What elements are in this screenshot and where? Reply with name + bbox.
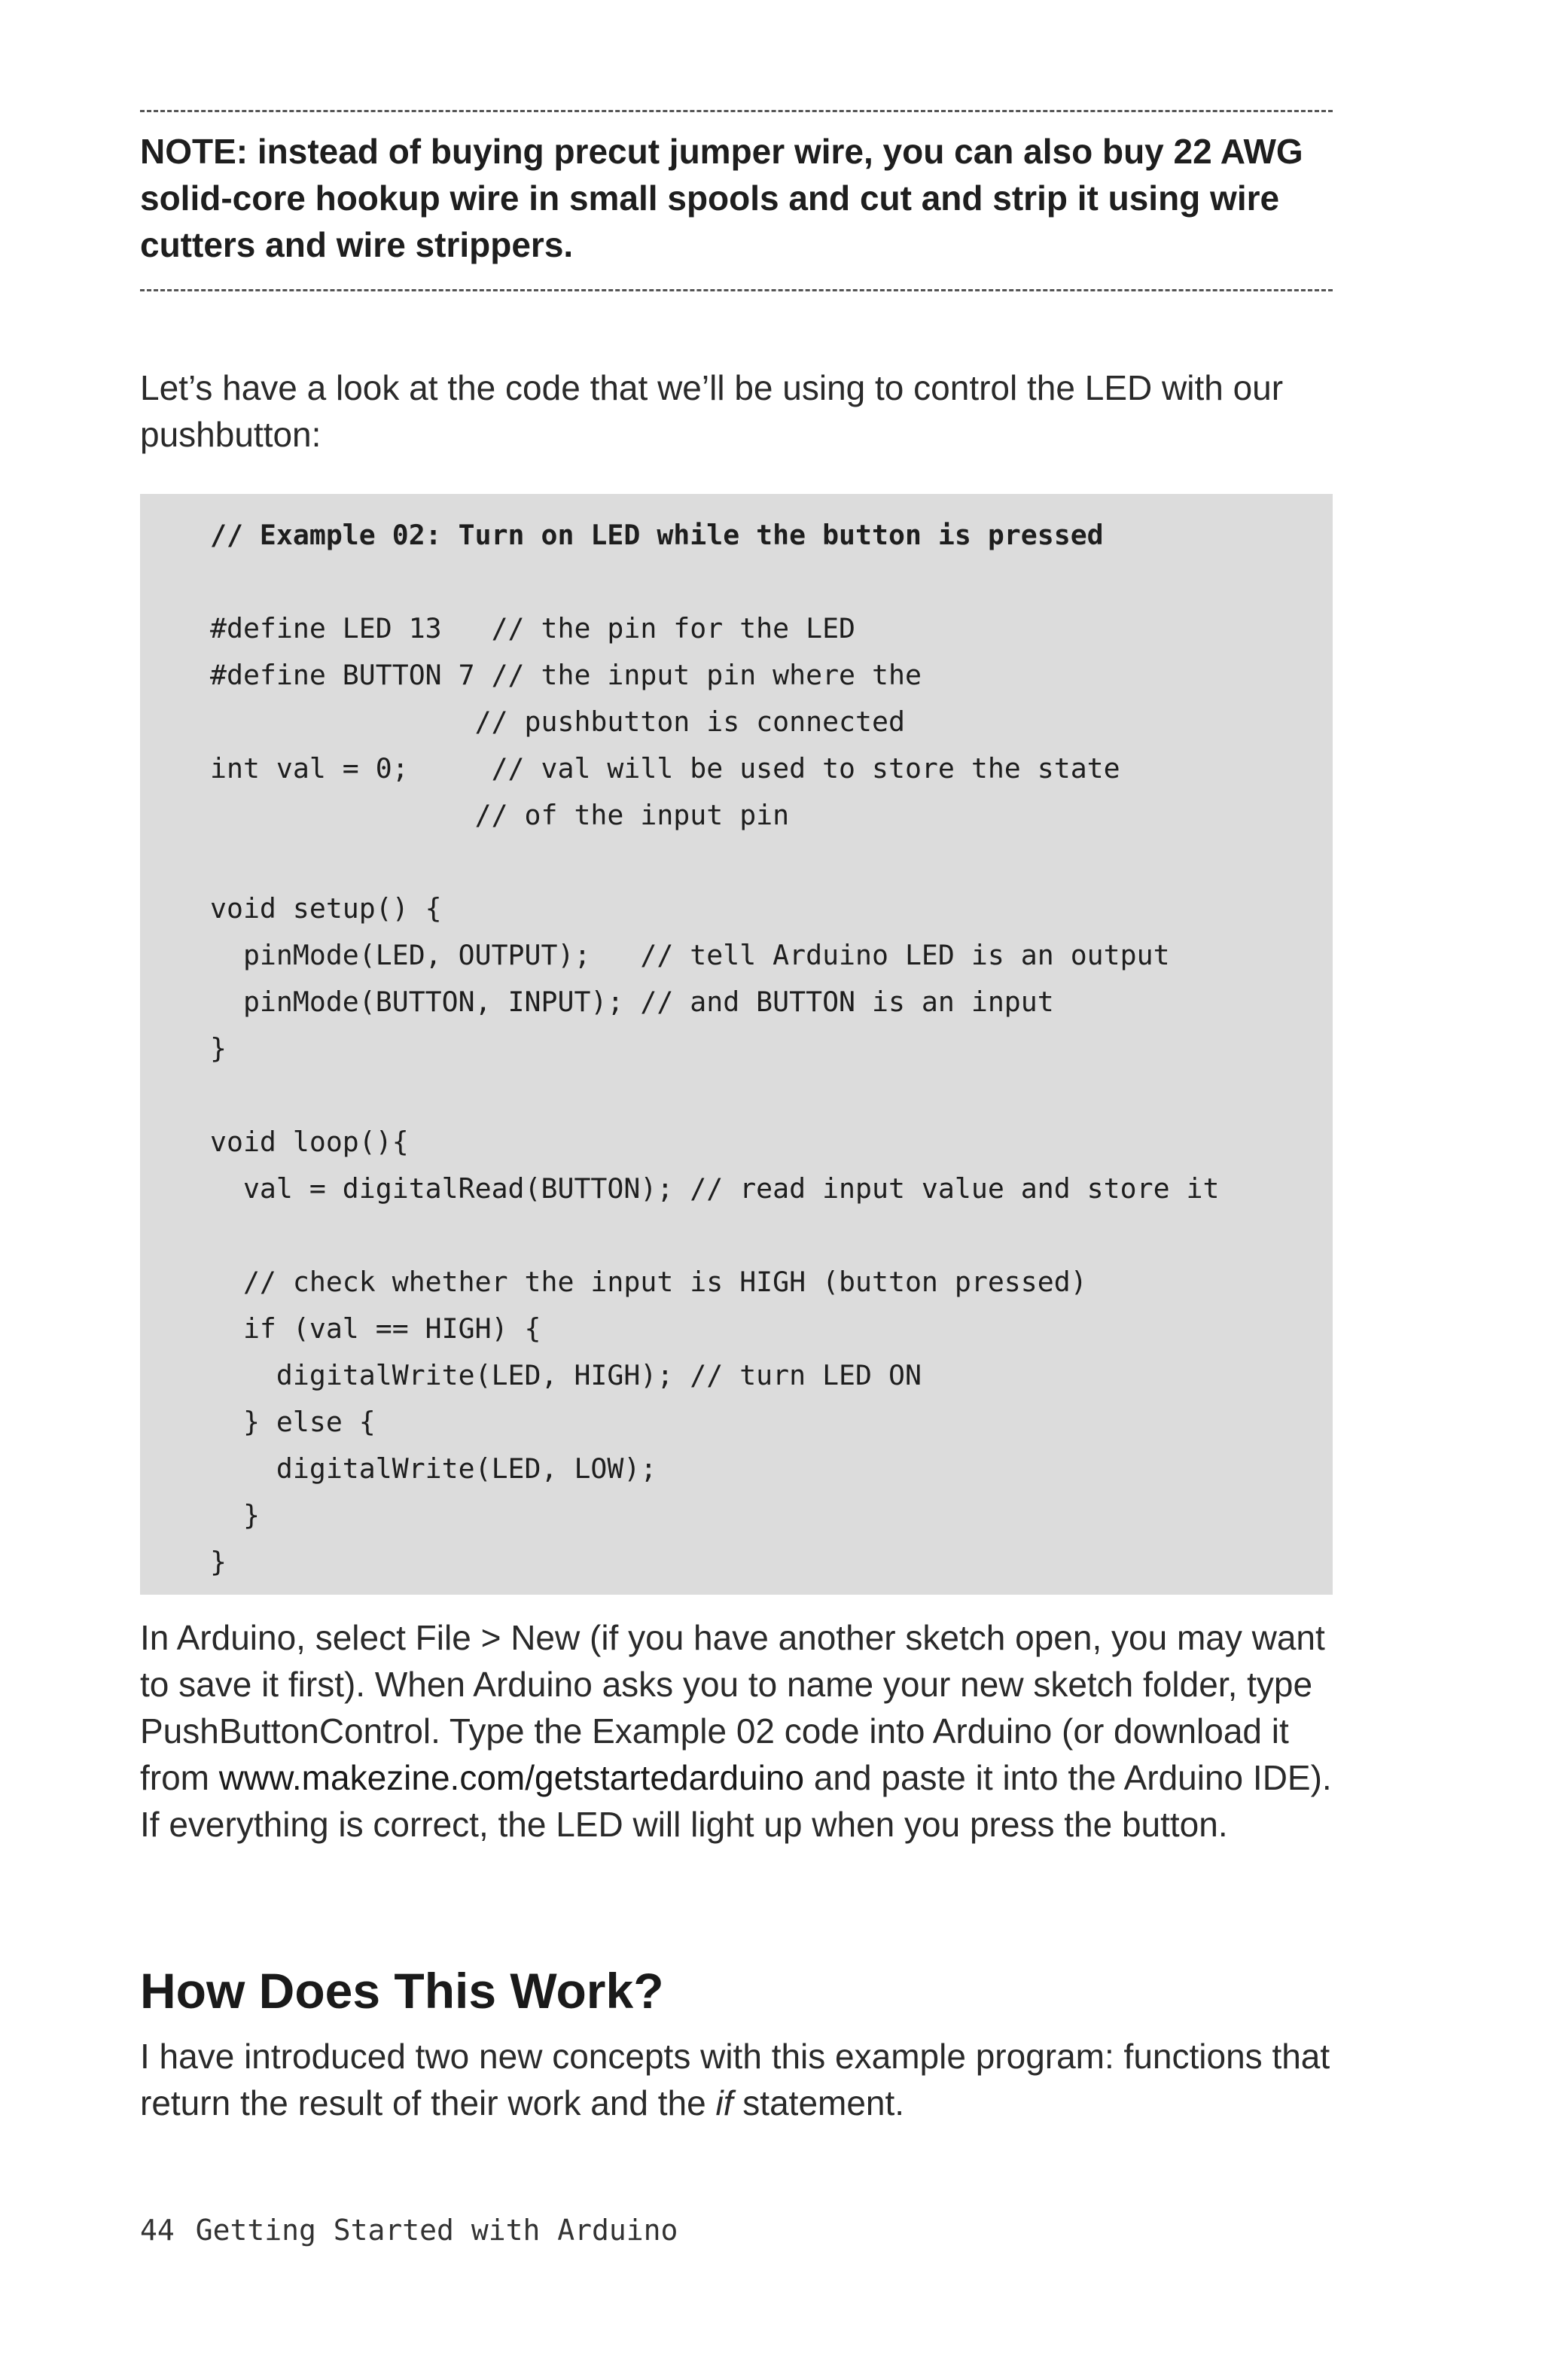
code-line: val = digitalRead(BUTTON); // read input value and store it [210,1172,1220,1205]
code-line [210,1072,1219,1119]
code-listing [140,494,1333,1595]
running-title: Getting Started with Arduino [195,2214,678,2247]
note-callout: NOTE: instead of buying precut jumper wire, you can also buy 22 AWG solid-core hookup wire in small spools and cut and strip it using wire cutters and wire strippers. [140,132,1303,264]
code-line: if (val == HIGH) { [210,1312,541,1345]
instructions-paragraph [140,1614,1345,1848]
code-line: #define BUTTON 7 // the input pin where the [210,659,922,691]
intro-paragraph: Let’s have a look at the code that we’ll be using to control the LED with our pushbutton: [140,368,1284,454]
page-footer [140,2211,678,2250]
code-line [210,559,1219,605]
code-line: // of the input pin [210,799,790,831]
section-text-start: I have introduced two new concepts with this example program: functions that return the result of their work and the [140,2037,1330,2122]
code-text [210,512,1219,1586]
code-line: void setup() { [210,892,442,925]
section-text-end: statement. [733,2083,905,2122]
if-keyword: if [715,2083,733,2122]
code-line: } [210,1032,227,1065]
code-line [210,1212,1219,1259]
code-line: // check whether the input is HIGH (button pressed) [210,1266,1087,1298]
code-line [210,839,1219,885]
code-line: } [210,1546,227,1578]
download-link[interactable]: www.makezine.com/getstartedarduino [218,1758,805,1797]
code-line: } [210,1499,260,1531]
note-bottom-divider [140,289,1333,291]
code-line: digitalWrite(LED, HIGH); // turn LED ON [210,1359,922,1391]
instructions-text-end: and paste it into the Arduino IDE). If everything is correct, the LED will light up when you press the button. [140,1758,1332,1844]
code-line: digitalWrite(LED, LOW); [210,1452,657,1485]
code-line: #define LED 13 // the pin for the LED [210,612,856,645]
instructions-text-start: In Arduino, select File > New (if you have another sketch open, you may want to save it first). When Arduino asks you to name your new sketch folder, type PushButtonControl. Type the Example 02 code into Arduino (or download it from [140,1618,1325,1797]
page-number: 44 [140,2214,175,2247]
code-line: int val = 0; // val will be used to store the state [210,752,1120,785]
section-paragraph [140,2033,1345,2126]
code-line: // pushbutton is connected [210,705,905,738]
code-line: void loop(){ [210,1126,409,1158]
code-line: pinMode(BUTTON, INPUT); // and BUTTON is an input [210,986,1054,1018]
section-heading: How Does This Work? [140,1963,664,2019]
code-line: pinMode(LED, OUTPUT); // tell Arduino LED is an output [210,939,1170,971]
code-title-comment: // Example 02: Turn on LED while the button is pressed [210,519,1104,551]
note-top-divider [140,110,1333,112]
code-line: } else { [210,1406,376,1438]
